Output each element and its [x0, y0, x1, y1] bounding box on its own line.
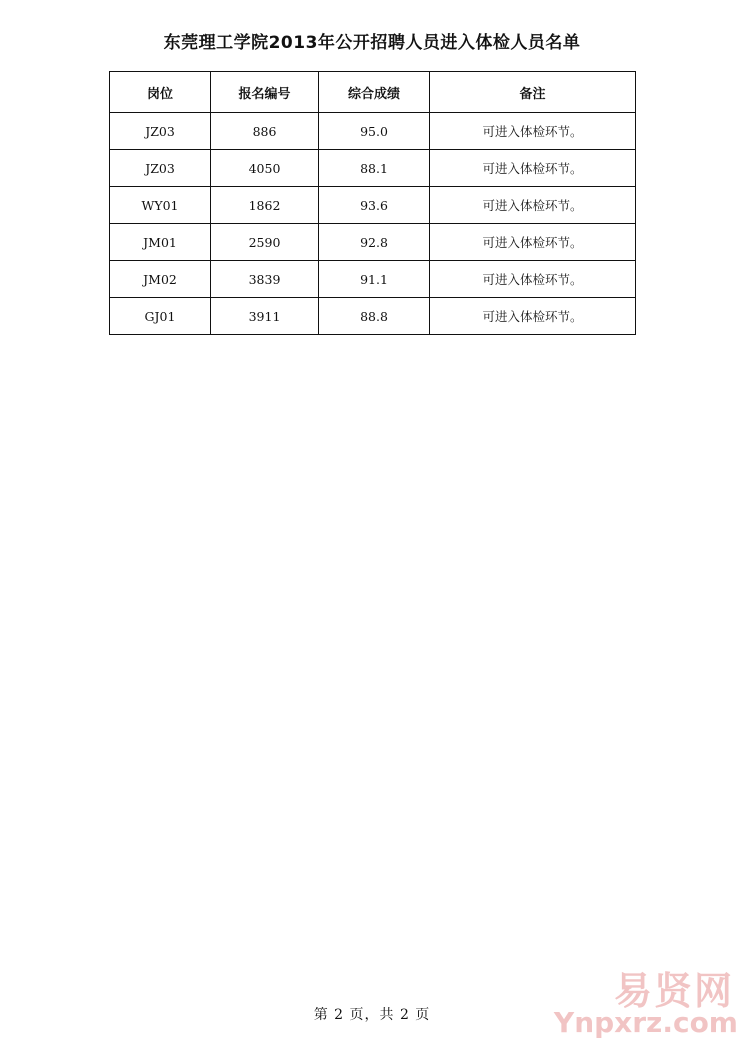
- table-row: [110, 113, 636, 150]
- header-registration-number: 报名编号: [211, 72, 319, 113]
- candidate-table: [109, 71, 636, 335]
- cell-remarks: 可进入体检环节。: [430, 187, 636, 224]
- cell-overall-score: 91.1: [319, 261, 430, 298]
- header-overall-score: 综合成绩: [319, 72, 430, 113]
- cell-registration-number: 1862: [211, 187, 319, 224]
- cell-remarks: 可进入体检环节。: [430, 298, 636, 335]
- table-row: [110, 150, 636, 187]
- cell-registration-number: 2590: [211, 224, 319, 261]
- page-title: 东莞理工学院2013年公开招聘人员进入体检人员名单: [163, 33, 581, 53]
- table-row: [110, 298, 636, 335]
- table-header-row: [110, 72, 636, 113]
- cell-position: JM02: [110, 261, 211, 298]
- cell-registration-number: 4050: [211, 150, 319, 187]
- cell-position: JZ03: [110, 113, 211, 150]
- cell-remarks: 可进入体检环节。: [430, 224, 636, 261]
- table-row: [110, 187, 636, 224]
- table-row: [110, 261, 636, 298]
- cell-position: JZ03: [110, 150, 211, 187]
- cell-remarks: 可进入体检环节。: [430, 113, 636, 150]
- cell-overall-score: 92.8: [319, 224, 430, 261]
- watermark-url: Ynpxrz.com: [553, 1006, 738, 1039]
- cell-registration-number: 3839: [211, 261, 319, 298]
- cell-remarks: 可进入体检环节。: [430, 150, 636, 187]
- cell-overall-score: 95.0: [319, 113, 430, 150]
- cell-remarks: 可进入体检环节。: [430, 261, 636, 298]
- cell-overall-score: 93.6: [319, 187, 430, 224]
- cell-registration-number: 3911: [211, 298, 319, 335]
- header-remarks: 备注: [430, 72, 636, 113]
- header-position: 岗位: [110, 72, 211, 113]
- cell-position: GJ01: [110, 298, 211, 335]
- cell-registration-number: 886: [211, 113, 319, 150]
- watermark-title: 易贤网: [613, 969, 734, 1013]
- cell-position: WY01: [110, 187, 211, 224]
- cell-position: JM01: [110, 224, 211, 261]
- page-footer: 第 2 页，共 2 页: [313, 1007, 431, 1023]
- table-row: [110, 224, 636, 261]
- cell-overall-score: 88.8: [319, 298, 430, 335]
- cell-overall-score: 88.1: [319, 150, 430, 187]
- watermark-logo: [553, 960, 738, 1044]
